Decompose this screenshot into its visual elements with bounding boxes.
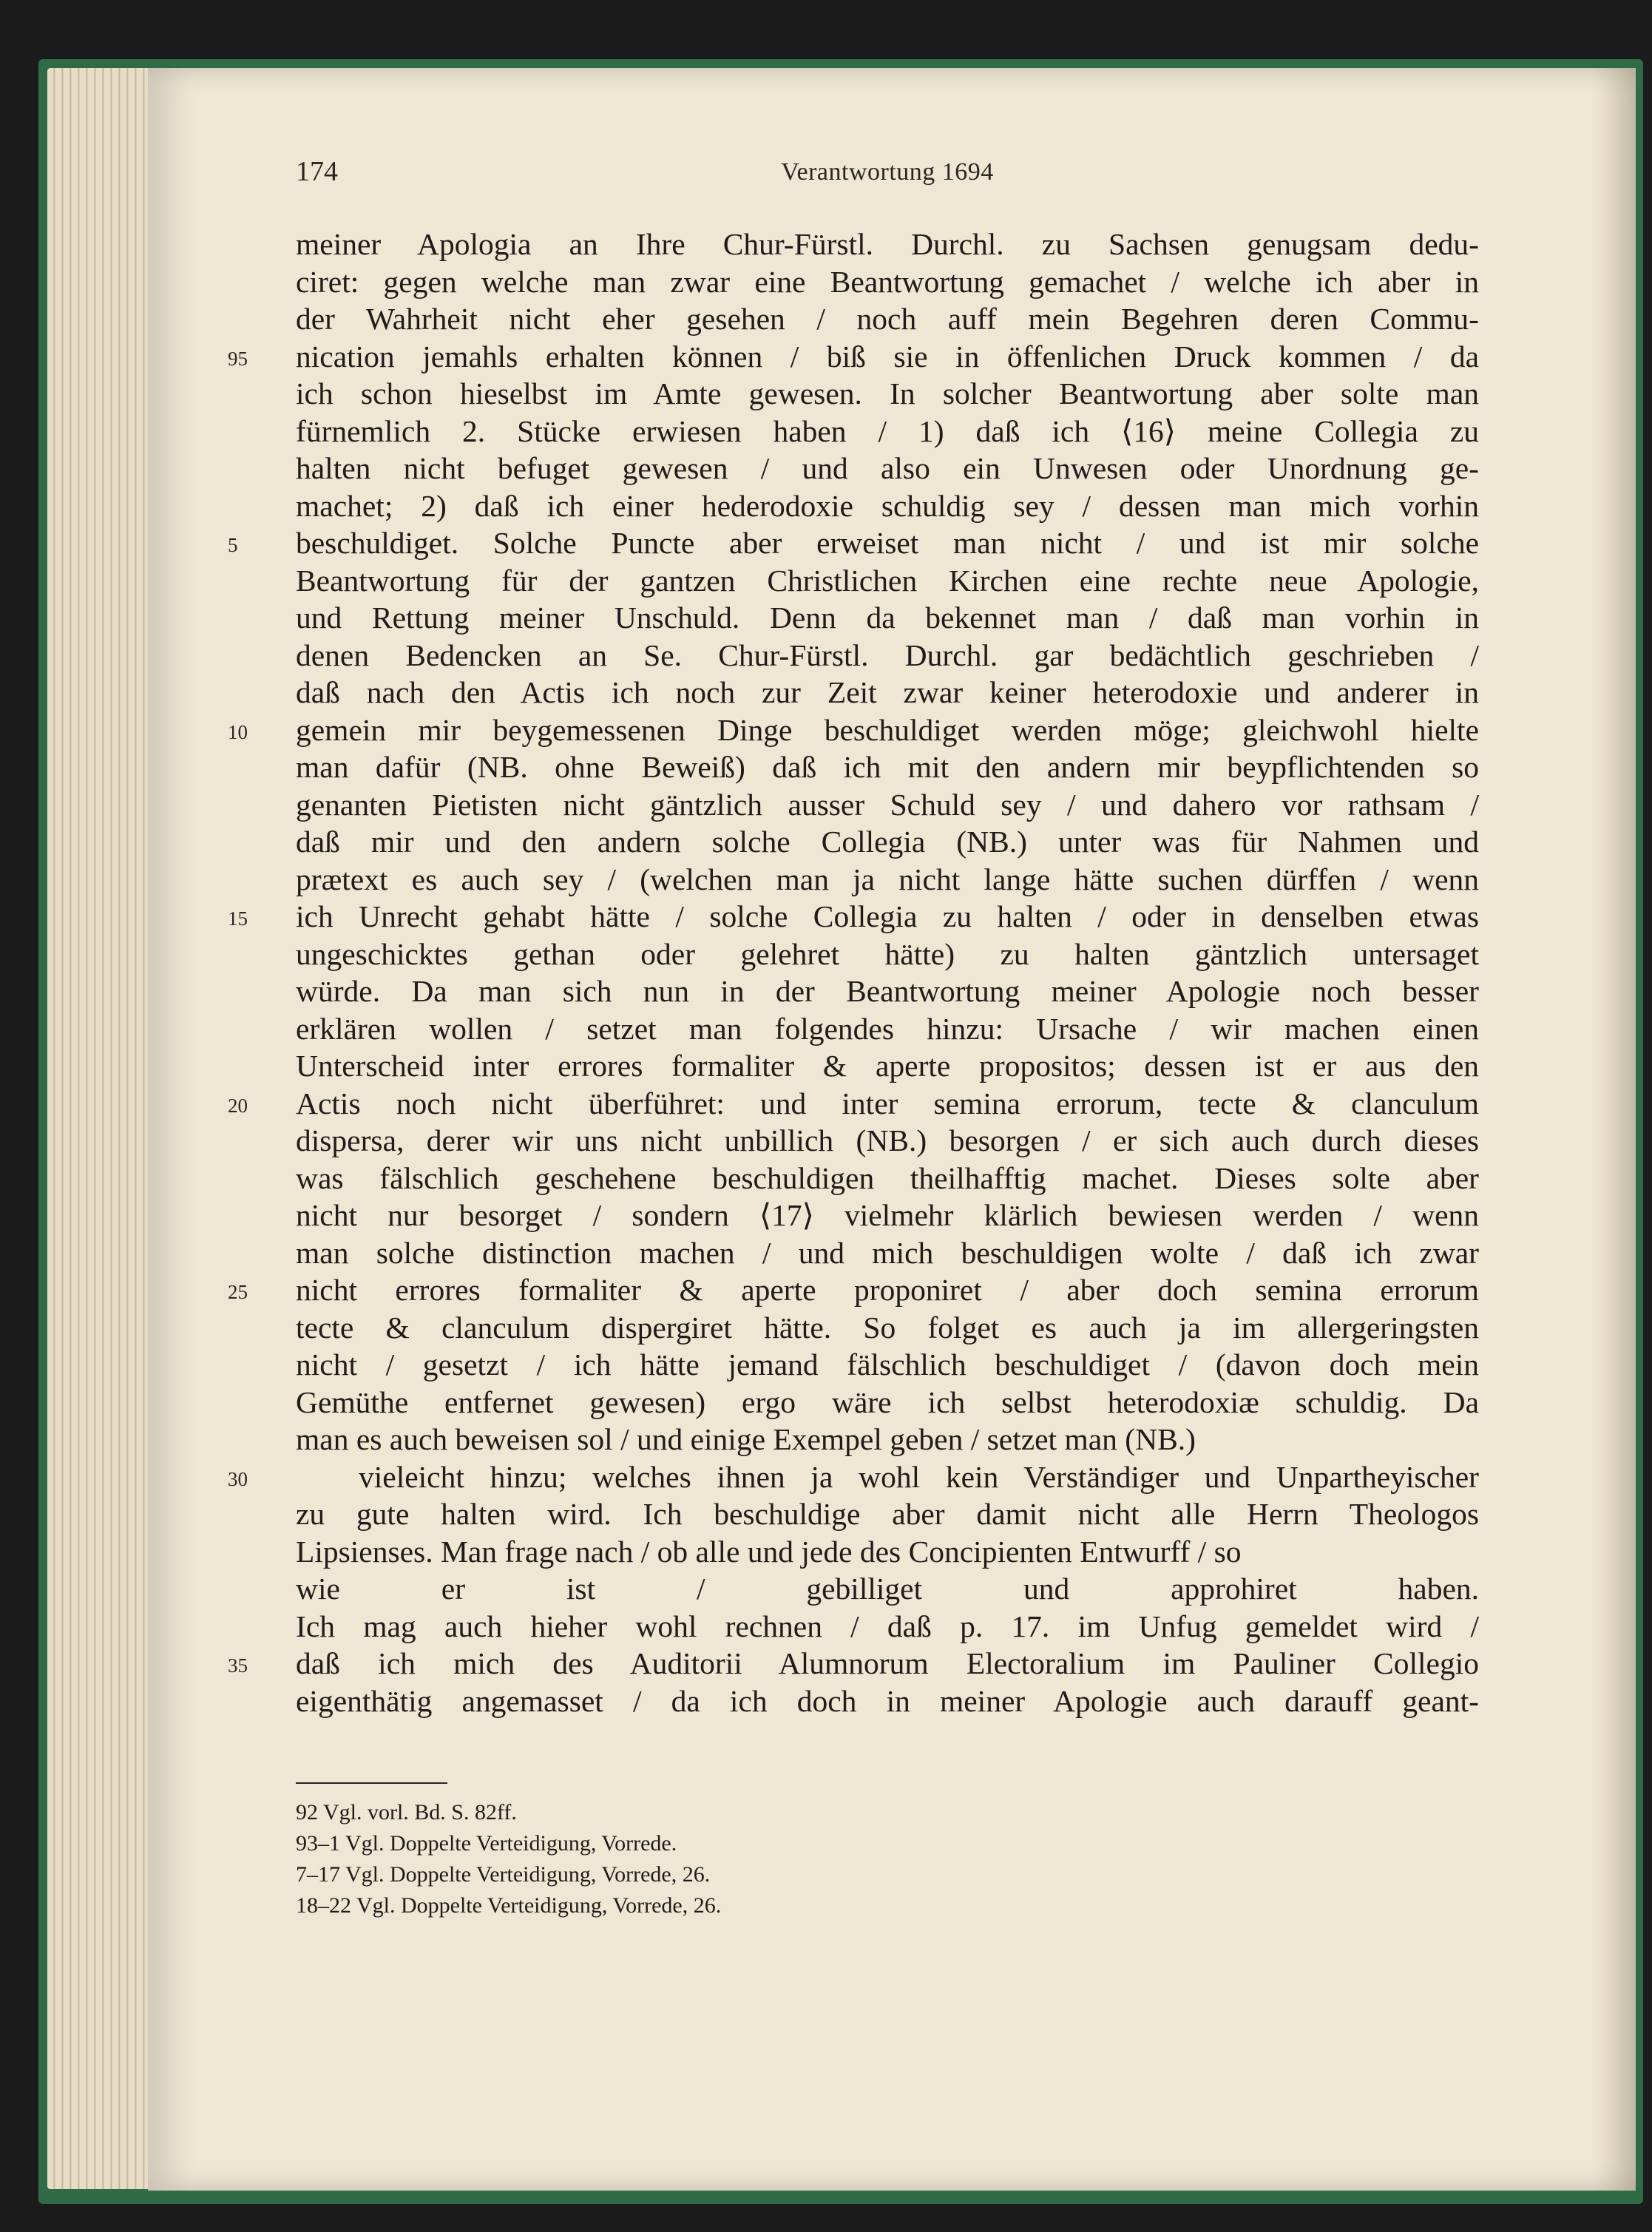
text-line <box>296 487 1479 525</box>
text-line <box>296 263 1479 301</box>
line-number: 20 <box>228 1094 248 1117</box>
text-line <box>296 786 1479 824</box>
text-line <box>228 711 1479 749</box>
running-head: Verantwortung 1694 <box>781 158 994 186</box>
line-text: tecte & clanculum dispergiret hätte. So folget es auch ja im allergeringsten <box>296 1310 1479 1345</box>
line-text: Ich mag auch hieher wohl rechnen / daß p. 17. im Unfug gemeldet wird / <box>296 1609 1479 1643</box>
text-line <box>228 338 1479 376</box>
line-text: denen Bedencken an Se. Chur-Fürstl. Durchl. gar bedächtlich geschrieben / <box>296 638 1479 672</box>
line-text: erklären wollen / setzet man folgendes hinzu: Ursache / wir machen einen <box>296 1011 1479 1046</box>
line-number: 5 <box>228 534 238 556</box>
text-line <box>296 1047 1479 1085</box>
text-line <box>228 524 1479 562</box>
text-line <box>296 1346 1479 1384</box>
text-line <box>228 898 1479 936</box>
line-text: beschuldiget. Solche Puncte aber erweiset man nicht / und ist mir solche <box>296 526 1479 560</box>
text-line <box>228 1085 1479 1123</box>
line-text: eigenthätig angemasset / da ich doch in meiner Apologie auch darauff geant- <box>296 1683 1479 1718</box>
line-text: wie er ist / gebilliget und approhiret haben. <box>296 1572 1479 1606</box>
text-line <box>296 1683 1479 1720</box>
line-text: nicht / gesetzt / ich hätte jemand fälschlich beschuldiget / (davon doch mein <box>296 1347 1479 1382</box>
line-number: 15 <box>228 907 248 930</box>
line-text: dispersa, derer wir uns nicht unbillich (NB.) besorgen / er sich auch durch dieses <box>296 1123 1479 1157</box>
text-line <box>296 674 1479 711</box>
text-line <box>296 1160 1479 1197</box>
line-text: Gemüthe entfernet gewesen) ergo wäre ich selbst heterodoxiæ schuldig. Da <box>296 1384 1479 1419</box>
text-line <box>296 562 1479 600</box>
line-text: halten nicht befuget gewesen / und also ein Unwesen oder Unordnung ge- <box>296 451 1479 485</box>
text-line <box>296 1533 1479 1571</box>
body-text <box>228 226 1479 1719</box>
text-line <box>296 413 1479 450</box>
line-number: 30 <box>228 1467 248 1490</box>
line-text: man es auch beweisen sol / und einige Exempel geben / setzet man (NB.) <box>296 1422 1196 1456</box>
text-line <box>296 1010 1479 1048</box>
line-text: zu gute halten wird. Ich beschuldige aber damit nicht alle Herrn Theologos <box>296 1497 1479 1531</box>
line-text: daß mir und den andern solche Collegia (NB.) unter was für Nahmen und <box>296 825 1479 859</box>
line-text: man solche distinction machen / und mich beschuldigen wolte / daß ich zwar <box>296 1235 1479 1270</box>
text-line <box>296 1122 1479 1160</box>
line-text: daß nach den Actis ich noch zur Zeit zwar keiner heterodoxie und anderer in <box>296 675 1479 709</box>
text-line <box>228 1458 1479 1496</box>
line-text: man dafür (NB. ohne Beweiß) daß ich mit den andern mir beypflichtenden so <box>296 750 1479 784</box>
text-line <box>296 1421 1479 1458</box>
line-number: 95 <box>228 347 248 370</box>
line-number: 25 <box>228 1281 248 1303</box>
page-number: 174 <box>296 156 338 187</box>
line-number: 35 <box>228 1654 248 1677</box>
text-line <box>296 226 1479 263</box>
text-line <box>296 1570 1479 1608</box>
line-text: ich Unrecht gehabt hätte / solche Collegia zu halten / oder in denselben etwas <box>296 899 1479 933</box>
line-text: ich schon hieselbst im Amte gewesen. In solcher Beantwortung aber solte man <box>296 376 1479 410</box>
text-line <box>296 1608 1479 1646</box>
text-line <box>296 375 1479 413</box>
text-line <box>296 823 1479 861</box>
footnote: 93–1 Vgl. Doppelte Verteidigung, Vorrede. <box>296 1831 677 1856</box>
text-line <box>296 599 1479 637</box>
line-text: ungeschicktes gethan oder gelehret hätte) zu halten gäntzlich untersaget <box>296 936 1479 971</box>
line-text: Beantwortung für der gantzen Christlichen Kirchen eine rechte neue Apologie, <box>296 563 1479 598</box>
line-text: würde. Da man sich nun in der Beantwortung meiner Apologie noch besser <box>296 974 1479 1008</box>
line-text: der Wahrheit nicht eher gesehen / noch auff mein Begehren deren Commu- <box>296 302 1479 336</box>
text-line <box>228 1271 1479 1309</box>
text-line <box>296 637 1479 674</box>
line-text: Unterscheid inter errores formaliter & aperte propositos; dessen ist er aus den <box>296 1049 1479 1083</box>
footnotes <box>296 1797 1257 1921</box>
page-shadow <box>1591 68 1636 2191</box>
line-text: ciret: gegen welche man zwar eine Beantwortung gemachet / welche ich aber in <box>296 264 1479 299</box>
footnote: 7–17 Vgl. Doppelte Verteidigung, Vorrede, 26. <box>296 1862 711 1887</box>
line-text: nicht errores formaliter & aperte proponiret / aber doch semina errorum <box>296 1273 1479 1307</box>
line-text: genanten Pietisten nicht gäntzlich ausser Schuld sey / und dahero vor rathsam / <box>296 787 1479 822</box>
line-text: fürnemlich 2. Stücke erwiesen haben / 1) daß ich ⟨16⟩ meine Collegia zu <box>296 413 1479 448</box>
line-text: meiner Apologia an Ihre Chur-Fürstl. Durchl. zu Sachsen genugsam dedu- <box>296 227 1479 261</box>
text-line <box>296 861 1479 899</box>
text-line <box>296 450 1479 487</box>
line-number: 10 <box>228 720 248 743</box>
footnote-rule <box>296 1782 447 1784</box>
line-text: gemein mir beygemessenen Dinge beschuldiget werden möge; gleichwohl hielte <box>296 712 1479 747</box>
line-text: prætext es auch sey / (welchen man ja nicht lange hätte suchen dürffen / wenn <box>296 862 1479 896</box>
footnote: 92 Vgl. vorl. Bd. S. 82ff. <box>296 1800 517 1825</box>
line-text: Lipsienses. Man frage nach / ob alle und jede des Concipienten Entwurff / so <box>296 1534 1242 1569</box>
line-text: und Rettung meiner Unschuld. Denn da bekennet man / daß man vorhin in <box>296 601 1479 635</box>
text-line <box>296 1495 1479 1533</box>
text-line <box>296 748 1479 786</box>
line-text: nication jemahls erhalten können / biß sie in öffenlichen Druck kommen / da <box>296 339 1479 373</box>
footnote: 18–22 Vgl. Doppelte Verteidigung, Vorrede, 26. <box>296 1893 722 1918</box>
line-text: nicht nur besorget / sondern ⟨17⟩ vielmehr klärlich bewiesen werden / wenn <box>296 1198 1479 1232</box>
text-line <box>296 1234 1479 1272</box>
line-text: Actis noch nicht überführet: und inter semina errorum, tecte & clanculum <box>296 1086 1479 1120</box>
line-text: daß ich mich des Auditorii Alumnorum Electoralium im Pauliner Collegio <box>296 1646 1479 1680</box>
text-line <box>296 973 1479 1010</box>
line-text: was fälschlich geschehene beschuldigen theilhafftig machet. Dieses solte aber <box>296 1160 1479 1195</box>
text-line <box>228 1645 1479 1683</box>
text-line <box>296 300 1479 338</box>
text-line <box>296 1384 1479 1421</box>
page-header <box>296 155 1479 200</box>
line-text: machet; 2) daß ich einer hederodoxie schuldig sey / dessen man mich vorhin <box>296 488 1479 523</box>
text-line <box>296 1309 1479 1347</box>
text-line <box>296 936 1479 973</box>
line-text: vieleicht hinzu; welches ihnen ja wohl kein Verständiger und Unpartheyischer <box>359 1459 1479 1494</box>
text-line <box>296 1197 1479 1234</box>
